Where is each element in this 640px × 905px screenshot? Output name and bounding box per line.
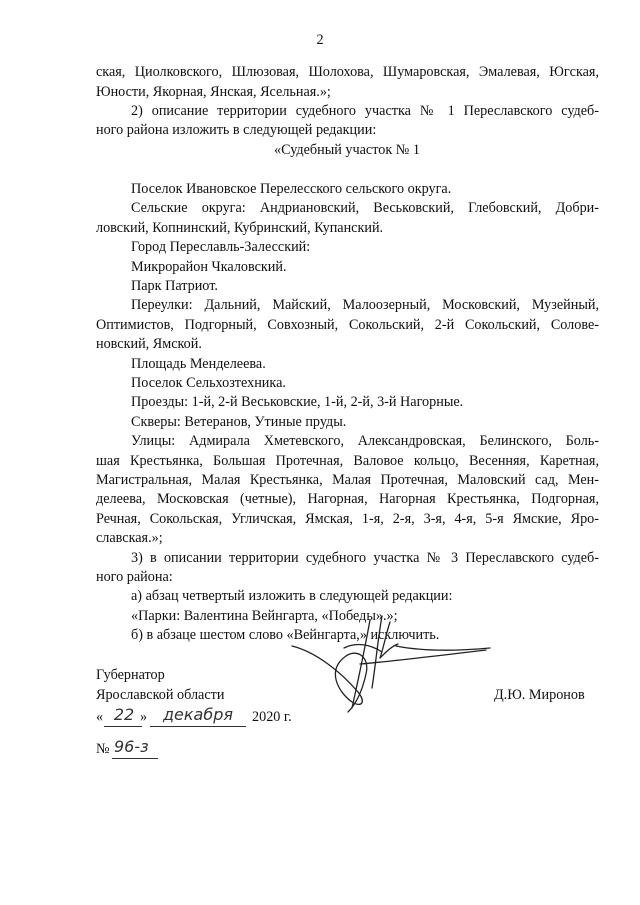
text-line: а) абзац четвертый изложить в следующей редакции: bbox=[131, 588, 453, 604]
date-open-quote: « bbox=[96, 709, 104, 725]
text-line: Сельские округа: Андриановский, Веськовский, Глебовский, Добри- bbox=[131, 200, 599, 216]
text-line: Улицы: Адмирала Хметевского, Александровская, Белинского, Боль- bbox=[131, 433, 599, 449]
text-line: Переулки: Дальний, Майский, Малоозерный, Московский, Музейный, bbox=[131, 297, 599, 313]
page-number: 2 bbox=[316, 32, 324, 48]
signatory-title: Губернатор bbox=[96, 667, 165, 683]
text-line: Проезды: 1-й, 2-й Веськовские, 1-й, 2-й, 3-й Нагорные. bbox=[131, 394, 464, 410]
text-line: 2) описание территории судебного участка № 1 Переславского судеб- bbox=[131, 103, 599, 119]
text-line: ного района изложить в следующей редакции: bbox=[96, 122, 377, 138]
text-line: Поселок Сельхозтехника. bbox=[131, 375, 286, 391]
text-line: Город Переславль-Залесский: bbox=[131, 239, 311, 255]
number-value: 96-з bbox=[114, 737, 149, 756]
text-line: Площадь Менделеева. bbox=[131, 356, 266, 372]
text-line: Магистральная, Малая Крестьянка, Малая Протечная, Маловский сад, Мен- bbox=[96, 472, 599, 488]
number-line bbox=[96, 737, 216, 777]
text-line: шая Крестьянка, Большая Протечная, Валовое кольцо, Весенняя, Каретная, bbox=[96, 453, 599, 469]
text-line: Парк Патриот. bbox=[131, 278, 218, 294]
section-heading: «Судебный участок № 1 bbox=[274, 142, 420, 158]
text-line: ская, Циолковского, Шлюзовая, Шолохова, Шумаровская, Эмалевая, Югская, bbox=[96, 64, 599, 80]
text-line: б) в абзаце шестом слово «Вейнгарта,» исключить. bbox=[131, 627, 440, 643]
date-day-underline bbox=[104, 726, 142, 727]
text-line: Скверы: Ветеранов, Утиные пруды. bbox=[131, 414, 347, 430]
text-line: славская.»; bbox=[96, 530, 163, 546]
text-line: делеева, Московская (четные), Нагорная, Нагорная Крестьянка, Подгорная, bbox=[96, 491, 599, 507]
date-day: 22 bbox=[113, 705, 135, 724]
date-line bbox=[96, 705, 326, 729]
date-month-underline bbox=[150, 726, 246, 727]
signatory-title: Ярославской области bbox=[96, 687, 225, 703]
text-line: «Парки: Валентина Вейнгарта, «Победы».»; bbox=[131, 608, 398, 624]
text-line: 3) в описании территории судебного участка № 3 Переславского судеб- bbox=[131, 550, 599, 566]
signatory-name: Д.Ю. Миронов bbox=[494, 687, 585, 703]
text-line: Юности, Якорная, Янская, Ясельная.»; bbox=[96, 84, 331, 100]
text-line: Оптимистов, Подгорный, Совхозный, Сокольский, 2-й Сокольский, Солове- bbox=[96, 317, 599, 333]
date-month: декабря bbox=[162, 705, 234, 724]
text-line: ловский, Копнинский, Кубринский, Купанский. bbox=[96, 220, 384, 236]
text-line: ного района: bbox=[96, 569, 173, 585]
text-line: новский, Ямской. bbox=[96, 336, 202, 352]
text-line: Речная, Сокольская, Угличская, Ямская, 1-я, 2-я, 3-я, 4-я, 5-я Ямские, Яро- bbox=[96, 511, 599, 527]
date-close-quote: » bbox=[140, 709, 148, 725]
text-line: Микрорайон Чкаловский. bbox=[131, 259, 287, 275]
number-sign: № bbox=[96, 741, 110, 757]
number-underline bbox=[112, 758, 158, 759]
date-year: 2020 г. bbox=[252, 709, 292, 725]
text-line: Поселок Ивановское Перелесского сельского округа. bbox=[131, 181, 452, 197]
